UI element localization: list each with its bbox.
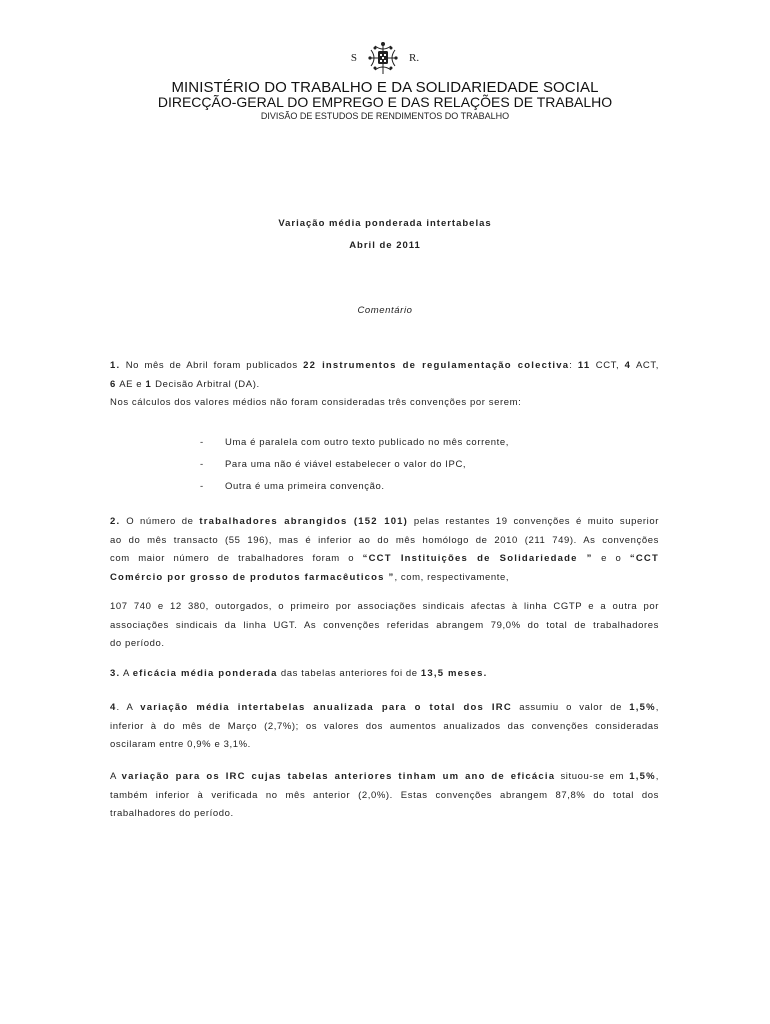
bold-run: variação média intertabelas anualizada para o total dos IRC bbox=[140, 702, 512, 713]
bold-run: 4 bbox=[624, 360, 632, 371]
list-dash: - bbox=[200, 481, 204, 492]
text-run: , bbox=[655, 771, 659, 782]
text-run: assumiu o valor de bbox=[511, 702, 630, 713]
paragraph-1 bbox=[110, 357, 659, 413]
paragraph-2b-line-2: associações sindicais da linha UGT. As convenções referidas abrangem 79,0% do total de trabalhadores bbox=[110, 619, 659, 631]
bold-run: 1 bbox=[145, 378, 152, 390]
paragraph-2-line-1 bbox=[110, 513, 659, 532]
list-item bbox=[200, 459, 466, 470]
text-run: Decisão Arbitral (DA). bbox=[151, 378, 260, 390]
bold-run: 11 bbox=[577, 360, 591, 371]
text-run: . A bbox=[116, 702, 141, 713]
text-run: situou-se em bbox=[555, 771, 630, 782]
text-run: AE e bbox=[116, 378, 146, 390]
bold-run: 1,5% bbox=[629, 702, 656, 713]
document-date: Abril de 2011 bbox=[349, 240, 421, 251]
paragraph-2b-line-3: do período. bbox=[110, 638, 165, 649]
header-emblem-row bbox=[0, 40, 770, 76]
paragraph-1-line-2 bbox=[110, 376, 659, 395]
paragraph-2-line-2: ao do mês transacto (55 196), mas é inferior ao do mês homólogo de 2010 (211 749). As convenções bbox=[110, 534, 659, 546]
text-run: pelas restantes 19 convenções é muito superior bbox=[408, 516, 659, 527]
bold-run: eficácia média ponderada bbox=[132, 668, 278, 679]
text-run: A bbox=[110, 771, 122, 782]
paragraph-4 bbox=[110, 699, 659, 755]
list-item bbox=[200, 481, 385, 492]
text-run: CCT, bbox=[590, 360, 625, 371]
text-run: , bbox=[655, 702, 659, 713]
coat-of-arms-icon bbox=[365, 40, 401, 76]
bold-run: 13,5 meses. bbox=[420, 668, 488, 679]
paragraph-3 bbox=[110, 665, 659, 684]
list-dash: - bbox=[200, 459, 204, 470]
bold-run: 6 bbox=[110, 378, 117, 390]
paragraph-number: 2. bbox=[110, 516, 121, 527]
bold-run: 22 instrumentos de regulamentação colectiva bbox=[303, 360, 570, 371]
paragraph-1-line-1 bbox=[110, 357, 659, 376]
paragraph-2b bbox=[110, 598, 659, 654]
paragraph-5-line-1 bbox=[110, 768, 659, 787]
text-run: e o bbox=[592, 553, 630, 564]
text-run: , com, respectivamente, bbox=[394, 571, 510, 583]
text-run: : bbox=[569, 360, 578, 371]
paragraph-4-line-2: inferior à do mês de Março (2,7%); os valores dos aumentos anualizados das convenções consideradas bbox=[110, 720, 659, 732]
bold-run: variação para os IRC cujas tabelas anteriores tinham um ano de eficácia bbox=[121, 771, 556, 782]
directorate-title: DIRECÇÃO-GERAL DO EMPREGO E DAS RELAÇÕES DE TRABALHO bbox=[157, 94, 613, 110]
ministry-title: MINISTÉRIO DO TRABALHO E DA SOLIDARIEDADE SOCIAL bbox=[171, 79, 599, 96]
bold-run: “CCT Instituições de Solidariedade ” bbox=[362, 553, 593, 564]
text-run: das tabelas anteriores foi de bbox=[277, 668, 421, 679]
emblem-letter-s: S bbox=[350, 52, 358, 64]
text-run: ACT, bbox=[631, 360, 659, 371]
list-dash: - bbox=[200, 437, 204, 448]
paragraph-5-line-2: também inferior à verificada no mês anterior (2,0%). Estas convenções abrangem 87,8% do total dos bbox=[110, 789, 659, 801]
paragraph-2b-line-1: 107 740 e 12 380, outorgados, o primeiro por associações sindicais afectas à linha CGTP e a outra por bbox=[110, 601, 659, 612]
bold-run: “CCT bbox=[629, 553, 659, 564]
paragraph-5 bbox=[110, 768, 659, 824]
paragraph-2 bbox=[110, 513, 659, 587]
paragraph-4-line-1 bbox=[110, 699, 659, 718]
paragraph-1-line-3: Nos cálculos dos valores médios não foram consideradas três convenções por serem: bbox=[110, 397, 522, 408]
emblem-letter-r: R. bbox=[409, 52, 420, 64]
list-item-text: Para uma não é viável estabelecer o valor do IPC, bbox=[225, 459, 467, 470]
text-run: com maior número de trabalhadores foram o bbox=[110, 553, 363, 564]
list-item-text: Uma é paralela com outro texto publicado no mês corrente, bbox=[225, 437, 509, 448]
document-title: Variação média ponderada intertabelas bbox=[278, 218, 492, 229]
list-item-text: Outra é uma primeira convenção. bbox=[225, 481, 385, 492]
bold-run: Comércio por grosso de produtos farmacêuticos ” bbox=[110, 571, 395, 583]
paragraph-number: 1. bbox=[110, 360, 121, 371]
text-run: O número de bbox=[120, 516, 200, 527]
paragraph-3-line-1 bbox=[110, 665, 659, 684]
comment-heading: Comentário bbox=[357, 305, 413, 316]
paragraph-2-line-4 bbox=[110, 569, 659, 588]
paragraph-2-line-3 bbox=[110, 550, 659, 569]
paragraph-number: 3. bbox=[110, 668, 121, 679]
bold-run: trabalhadores abrangidos (152 101) bbox=[199, 516, 409, 527]
paragraph-4-line-3: oscilaram entre 0,9% e 3,1%. bbox=[110, 739, 251, 750]
text-run: A bbox=[120, 668, 133, 679]
division-title: DIVISÃO DE ESTUDOS DE RENDIMENTOS DO TRABALHO bbox=[260, 111, 510, 121]
bold-run: 1,5% bbox=[629, 771, 656, 782]
paragraph-number: 4 bbox=[110, 702, 117, 713]
list-item bbox=[200, 437, 509, 448]
text-run: No mês de Abril foram publicados bbox=[120, 360, 304, 371]
paragraph-5-line-3: trabalhadores do período. bbox=[110, 808, 234, 819]
